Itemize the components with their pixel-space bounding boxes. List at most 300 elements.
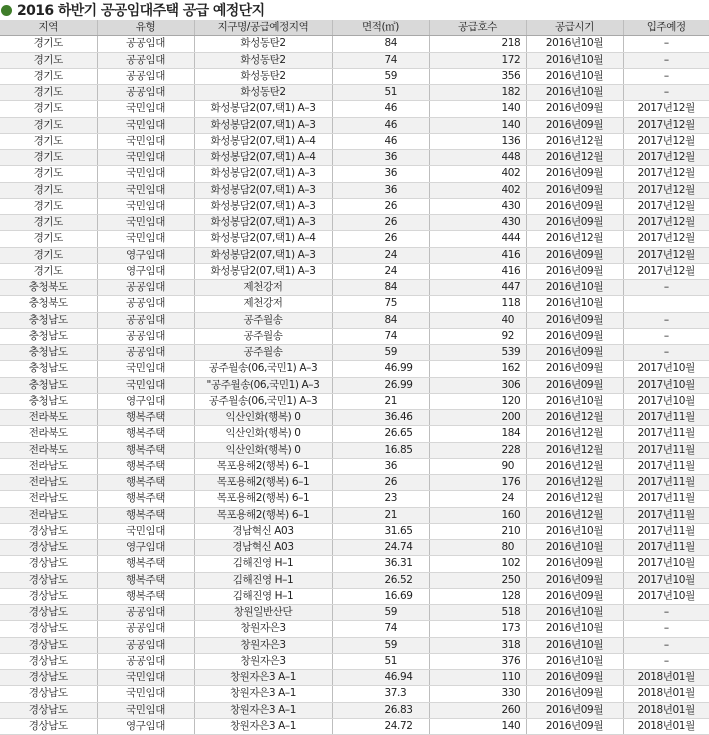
table-row <box>0 491 709 507</box>
cell-type: 공공임대 <box>97 36 194 52</box>
cell-type: 국민임대 <box>97 377 194 393</box>
cell-district: 창원자은3 A–1 <box>194 718 332 734</box>
cell-supply-date: 2016년09월 <box>526 263 623 279</box>
table-row <box>0 523 709 539</box>
cell-move-in: 2017년12월 <box>623 247 709 263</box>
cell-move-in: 2017년12월 <box>623 198 709 214</box>
cell-area: 26 <box>332 198 429 214</box>
cell-type: 국민임대 <box>97 231 194 247</box>
page-title <box>0 0 265 20</box>
cell-move-in: 2017년11월 <box>623 491 709 507</box>
cell-supply-date: 2016년09월 <box>526 345 623 361</box>
cell-supply-date: 2016년09월 <box>526 215 623 231</box>
header-move-in: 입주예정 <box>623 20 709 36</box>
cell-units: 200 <box>429 410 526 426</box>
cell-district: 창원자은3 <box>194 637 332 653</box>
cell-district: 목포용해2(행복) 6–1 <box>194 458 332 474</box>
supply-table <box>0 20 709 735</box>
cell-supply-date: 2016년10월 <box>526 540 623 556</box>
cell-area: 26 <box>332 231 429 247</box>
table-row <box>0 540 709 556</box>
cell-supply-date: 2016년10월 <box>526 36 623 52</box>
cell-units: 539 <box>429 345 526 361</box>
cell-units: 250 <box>429 572 526 588</box>
cell-units: 90 <box>429 458 526 474</box>
cell-move-in: 2017년10월 <box>623 588 709 604</box>
cell-area: 75 <box>332 296 429 312</box>
cell-type: 국민임대 <box>97 198 194 214</box>
header-area: 면적(㎡) <box>332 20 429 36</box>
cell-area: 46 <box>332 101 429 117</box>
cell-units: 173 <box>429 621 526 637</box>
cell-area: 46.94 <box>332 670 429 686</box>
cell-region: 충청북도 <box>0 296 97 312</box>
cell-district: 화성봉담2(07,택1) A–3 <box>194 215 332 231</box>
cell-region: 경기도 <box>0 215 97 231</box>
cell-units: 172 <box>429 52 526 68</box>
cell-move-in: 2017년12월 <box>623 263 709 279</box>
cell-units: 330 <box>429 686 526 702</box>
cell-region: 경기도 <box>0 231 97 247</box>
cell-region: 경기도 <box>0 247 97 263</box>
cell-units: 518 <box>429 605 526 621</box>
cell-district: 김해진영 H–1 <box>194 572 332 588</box>
cell-area: 36 <box>332 150 429 166</box>
cell-move-in: – <box>623 653 709 669</box>
cell-region: 충청남도 <box>0 328 97 344</box>
cell-move-in: – <box>623 52 709 68</box>
table-row <box>0 247 709 263</box>
cell-region: 전라남도 <box>0 491 97 507</box>
cell-region: 경기도 <box>0 101 97 117</box>
table-row <box>0 653 709 669</box>
cell-region: 경상남도 <box>0 621 97 637</box>
table-row <box>0 621 709 637</box>
cell-area: 46 <box>332 133 429 149</box>
cell-district: "공주월송(06,국민1) A–3 <box>194 377 332 393</box>
cell-type: 행복주택 <box>97 572 194 588</box>
cell-units: 40 <box>429 312 526 328</box>
cell-region: 경기도 <box>0 133 97 149</box>
cell-district: 목포용해2(행복) 6–1 <box>194 507 332 523</box>
cell-area: 59 <box>332 637 429 653</box>
cell-region: 경상남도 <box>0 702 97 718</box>
cell-units: 118 <box>429 296 526 312</box>
header-type: 유형 <box>97 20 194 36</box>
cell-type: 공공임대 <box>97 296 194 312</box>
cell-supply-date: 2016년12월 <box>526 507 623 523</box>
cell-type: 국민임대 <box>97 215 194 231</box>
cell-region: 경기도 <box>0 150 97 166</box>
cell-type: 국민임대 <box>97 361 194 377</box>
cell-area: 74 <box>332 621 429 637</box>
cell-district: 제천강저 <box>194 280 332 296</box>
cell-supply-date: 2016년10월 <box>526 296 623 312</box>
table-row <box>0 312 709 328</box>
cell-supply-date: 2016년10월 <box>526 85 623 101</box>
cell-area: 74 <box>332 328 429 344</box>
cell-move-in: – <box>623 280 709 296</box>
cell-type: 공공임대 <box>97 621 194 637</box>
cell-area: 26.83 <box>332 702 429 718</box>
cell-move-in: – <box>623 36 709 52</box>
table-row <box>0 410 709 426</box>
table-row <box>0 426 709 442</box>
cell-area: 21 <box>332 507 429 523</box>
cell-type: 행복주택 <box>97 507 194 523</box>
cell-units: 306 <box>429 377 526 393</box>
cell-region: 전라남도 <box>0 475 97 491</box>
cell-move-in: 2017년11월 <box>623 410 709 426</box>
table-row <box>0 328 709 344</box>
cell-type: 국민임대 <box>97 150 194 166</box>
cell-area: 24.72 <box>332 718 429 734</box>
cell-units: 210 <box>429 523 526 539</box>
header-district: 지구명/공급예정지역 <box>194 20 332 36</box>
cell-type: 공공임대 <box>97 85 194 101</box>
cell-type: 국민임대 <box>97 182 194 198</box>
cell-district: 화성봉담2(07,택1) A–4 <box>194 150 332 166</box>
cell-district: 경남혁신 A03 <box>194 523 332 539</box>
cell-district: 익산인화(행복) 0 <box>194 442 332 458</box>
cell-region: 경기도 <box>0 117 97 133</box>
cell-area: 59 <box>332 68 429 84</box>
cell-supply-date: 2016년09월 <box>526 361 623 377</box>
table-row <box>0 280 709 296</box>
cell-move-in <box>623 296 709 312</box>
cell-move-in: 2017년12월 <box>623 215 709 231</box>
table-row <box>0 670 709 686</box>
cell-region: 경상남도 <box>0 588 97 604</box>
cell-move-in: 2017년10월 <box>623 377 709 393</box>
cell-region: 경상남도 <box>0 572 97 588</box>
cell-district: 익산인화(행복) 0 <box>194 410 332 426</box>
cell-supply-date: 2016년12월 <box>526 475 623 491</box>
cell-units: 228 <box>429 442 526 458</box>
table-row <box>0 605 709 621</box>
cell-type: 공공임대 <box>97 345 194 361</box>
table-row <box>0 442 709 458</box>
cell-region: 경기도 <box>0 166 97 182</box>
cell-move-in: 2017년11월 <box>623 442 709 458</box>
cell-district: 창원자은3 A–1 <box>194 670 332 686</box>
table-row <box>0 231 709 247</box>
title-text: 2016 하반기 공공임대주택 공급 예정단지 <box>17 3 265 19</box>
cell-region: 경상남도 <box>0 686 97 702</box>
cell-region: 경상남도 <box>0 523 97 539</box>
cell-supply-date: 2016년09월 <box>526 377 623 393</box>
cell-supply-date: 2016년10월 <box>526 523 623 539</box>
cell-area: 59 <box>332 605 429 621</box>
cell-district: 경남혁신 A03 <box>194 540 332 556</box>
cell-units: 162 <box>429 361 526 377</box>
cell-units: 24 <box>429 491 526 507</box>
cell-area: 26.52 <box>332 572 429 588</box>
cell-area: 16.85 <box>332 442 429 458</box>
table-row <box>0 68 709 84</box>
cell-supply-date: 2016년09월 <box>526 588 623 604</box>
cell-district: 화성동탄2 <box>194 36 332 52</box>
cell-units: 402 <box>429 166 526 182</box>
cell-area: 24.74 <box>332 540 429 556</box>
cell-move-in: 2017년10월 <box>623 361 709 377</box>
cell-area: 23 <box>332 491 429 507</box>
cell-region: 경기도 <box>0 36 97 52</box>
cell-region: 전라북도 <box>0 410 97 426</box>
cell-district: 화성봉담2(07,택1) A–3 <box>194 198 332 214</box>
cell-region: 충청남도 <box>0 377 97 393</box>
cell-area: 84 <box>332 312 429 328</box>
cell-district: 창원자은3 A–1 <box>194 702 332 718</box>
table-row <box>0 296 709 312</box>
cell-move-in: 2017년11월 <box>623 426 709 442</box>
cell-area: 84 <box>332 280 429 296</box>
cell-district: 공주월송 <box>194 328 332 344</box>
cell-region: 충청남도 <box>0 345 97 361</box>
cell-supply-date: 2016년10월 <box>526 637 623 653</box>
cell-supply-date: 2016년12월 <box>526 491 623 507</box>
cell-units: 80 <box>429 540 526 556</box>
cell-district: 목포용해2(행복) 6–1 <box>194 475 332 491</box>
table-row <box>0 702 709 718</box>
cell-type: 국민임대 <box>97 117 194 133</box>
cell-area: 26 <box>332 475 429 491</box>
cell-type: 공공임대 <box>97 280 194 296</box>
table-row <box>0 52 709 68</box>
cell-supply-date: 2016년09월 <box>526 312 623 328</box>
cell-supply-date: 2016년12월 <box>526 150 623 166</box>
cell-supply-date: 2016년09월 <box>526 670 623 686</box>
cell-units: 120 <box>429 393 526 409</box>
cell-region: 경상남도 <box>0 653 97 669</box>
cell-district: 창원일반산단 <box>194 605 332 621</box>
cell-area: 46 <box>332 117 429 133</box>
cell-move-in: – <box>623 621 709 637</box>
cell-units: 184 <box>429 426 526 442</box>
cell-district: 화성동탄2 <box>194 52 332 68</box>
cell-region: 충청북도 <box>0 280 97 296</box>
cell-area: 26.65 <box>332 426 429 442</box>
cell-move-in: 2017년10월 <box>623 572 709 588</box>
cell-type: 국민임대 <box>97 686 194 702</box>
cell-type: 행복주택 <box>97 491 194 507</box>
cell-units: 176 <box>429 475 526 491</box>
cell-move-in: 2017년12월 <box>623 150 709 166</box>
table-row <box>0 263 709 279</box>
cell-type: 국민임대 <box>97 133 194 149</box>
cell-units: 356 <box>429 68 526 84</box>
cell-units: 140 <box>429 101 526 117</box>
cell-region: 충청남도 <box>0 312 97 328</box>
cell-type: 공공임대 <box>97 328 194 344</box>
header-units: 공급호수 <box>429 20 526 36</box>
bullet-icon <box>1 5 12 16</box>
cell-district: 화성동탄2 <box>194 85 332 101</box>
header-supply-date: 공급시기 <box>526 20 623 36</box>
cell-type: 행복주택 <box>97 442 194 458</box>
cell-region: 경기도 <box>0 263 97 279</box>
cell-supply-date: 2016년09월 <box>526 328 623 344</box>
cell-move-in: 2017년12월 <box>623 117 709 133</box>
cell-area: 37.3 <box>332 686 429 702</box>
cell-region: 전라남도 <box>0 458 97 474</box>
cell-type: 공공임대 <box>97 52 194 68</box>
cell-type: 공공임대 <box>97 312 194 328</box>
cell-move-in: 2017년12월 <box>623 133 709 149</box>
cell-units: 318 <box>429 637 526 653</box>
cell-supply-date: 2016년10월 <box>526 68 623 84</box>
cell-move-in: 2017년12월 <box>623 182 709 198</box>
table-row <box>0 150 709 166</box>
cell-supply-date: 2016년09월 <box>526 556 623 572</box>
cell-region: 전라북도 <box>0 442 97 458</box>
cell-district: 화성봉담2(07,택1) A–3 <box>194 247 332 263</box>
cell-supply-date: 2016년10월 <box>526 621 623 637</box>
cell-supply-date: 2016년09월 <box>526 166 623 182</box>
cell-type: 국민임대 <box>97 670 194 686</box>
cell-district: 제천강저 <box>194 296 332 312</box>
cell-region: 경상남도 <box>0 540 97 556</box>
cell-type: 영구임대 <box>97 718 194 734</box>
cell-area: 51 <box>332 85 429 101</box>
cell-units: 416 <box>429 247 526 263</box>
cell-units: 140 <box>429 117 526 133</box>
cell-district: 화성봉담2(07,택1) A–3 <box>194 263 332 279</box>
cell-area: 24 <box>332 263 429 279</box>
cell-type: 공공임대 <box>97 653 194 669</box>
table-row <box>0 345 709 361</box>
cell-district: 익산인화(행복) 0 <box>194 426 332 442</box>
table-row <box>0 556 709 572</box>
table-row <box>0 588 709 604</box>
cell-region: 전라남도 <box>0 507 97 523</box>
cell-move-in: – <box>623 345 709 361</box>
cell-units: 218 <box>429 36 526 52</box>
cell-district: 김해진영 H–1 <box>194 588 332 604</box>
cell-move-in: 2018년01월 <box>623 702 709 718</box>
cell-move-in: 2017년10월 <box>623 393 709 409</box>
cell-region: 경상남도 <box>0 670 97 686</box>
cell-area: 26.99 <box>332 377 429 393</box>
cell-district: 창원자은3 A–1 <box>194 686 332 702</box>
cell-district: 김해진영 H–1 <box>194 556 332 572</box>
table-row <box>0 393 709 409</box>
cell-district: 화성봉담2(07,택1) A–3 <box>194 117 332 133</box>
cell-supply-date: 2016년09월 <box>526 117 623 133</box>
table-row <box>0 572 709 588</box>
cell-district: 공주월송(06,국민1) A–3 <box>194 393 332 409</box>
cell-area: 36 <box>332 458 429 474</box>
cell-units: 110 <box>429 670 526 686</box>
cell-region: 충청남도 <box>0 361 97 377</box>
cell-supply-date: 2016년09월 <box>526 247 623 263</box>
table-row <box>0 85 709 101</box>
cell-area: 36 <box>332 182 429 198</box>
cell-move-in: 2017년12월 <box>623 166 709 182</box>
cell-units: 140 <box>429 718 526 734</box>
cell-move-in: – <box>623 312 709 328</box>
cell-area: 31.65 <box>332 523 429 539</box>
cell-type: 행복주택 <box>97 426 194 442</box>
cell-type: 국민임대 <box>97 523 194 539</box>
cell-units: 447 <box>429 280 526 296</box>
cell-move-in: – <box>623 637 709 653</box>
header-region: 지역 <box>0 20 97 36</box>
cell-units: 260 <box>429 702 526 718</box>
cell-move-in: – <box>623 605 709 621</box>
table-row <box>0 166 709 182</box>
table-row <box>0 361 709 377</box>
cell-type: 국민임대 <box>97 702 194 718</box>
cell-area: 84 <box>332 36 429 52</box>
table-row <box>0 475 709 491</box>
cell-region: 경상남도 <box>0 605 97 621</box>
cell-units: 92 <box>429 328 526 344</box>
table-row <box>0 458 709 474</box>
cell-units: 376 <box>429 653 526 669</box>
table-row <box>0 507 709 523</box>
cell-move-in: 2017년10월 <box>623 556 709 572</box>
cell-units: 182 <box>429 85 526 101</box>
cell-units: 402 <box>429 182 526 198</box>
cell-supply-date: 2016년09월 <box>526 572 623 588</box>
cell-move-in: 2018년01월 <box>623 686 709 702</box>
cell-type: 공공임대 <box>97 605 194 621</box>
cell-district: 화성봉담2(07,택1) A–3 <box>194 101 332 117</box>
cell-type: 국민임대 <box>97 166 194 182</box>
table-row <box>0 36 709 52</box>
cell-supply-date: 2016년10월 <box>526 52 623 68</box>
cell-units: 448 <box>429 150 526 166</box>
cell-move-in: 2017년11월 <box>623 523 709 539</box>
cell-supply-date: 2016년09월 <box>526 101 623 117</box>
table-row <box>0 101 709 117</box>
cell-type: 국민임대 <box>97 101 194 117</box>
table-row <box>0 215 709 231</box>
cell-area: 46.99 <box>332 361 429 377</box>
table-row <box>0 133 709 149</box>
cell-move-in: – <box>623 328 709 344</box>
cell-supply-date: 2016년12월 <box>526 426 623 442</box>
cell-move-in: 2018년01월 <box>623 670 709 686</box>
table-row <box>0 198 709 214</box>
cell-units: 160 <box>429 507 526 523</box>
cell-region: 경기도 <box>0 198 97 214</box>
cell-district: 화성동탄2 <box>194 68 332 84</box>
cell-area: 26 <box>332 215 429 231</box>
cell-units: 128 <box>429 588 526 604</box>
cell-type: 영구임대 <box>97 263 194 279</box>
table-row <box>0 182 709 198</box>
cell-type: 행복주택 <box>97 588 194 604</box>
cell-supply-date: 2016년10월 <box>526 393 623 409</box>
cell-area: 74 <box>332 52 429 68</box>
cell-district: 공주월송 <box>194 312 332 328</box>
cell-region: 경상남도 <box>0 637 97 653</box>
cell-supply-date: 2016년09월 <box>526 686 623 702</box>
cell-district: 목포용해2(행복) 6–1 <box>194 491 332 507</box>
cell-type: 공공임대 <box>97 637 194 653</box>
table-row <box>0 718 709 734</box>
cell-area: 16.69 <box>332 588 429 604</box>
cell-move-in: 2017년12월 <box>623 101 709 117</box>
cell-type: 공공임대 <box>97 68 194 84</box>
cell-units: 444 <box>429 231 526 247</box>
cell-units: 136 <box>429 133 526 149</box>
cell-district: 화성봉담2(07,택1) A–4 <box>194 231 332 247</box>
cell-area: 51 <box>332 653 429 669</box>
table-row <box>0 637 709 653</box>
